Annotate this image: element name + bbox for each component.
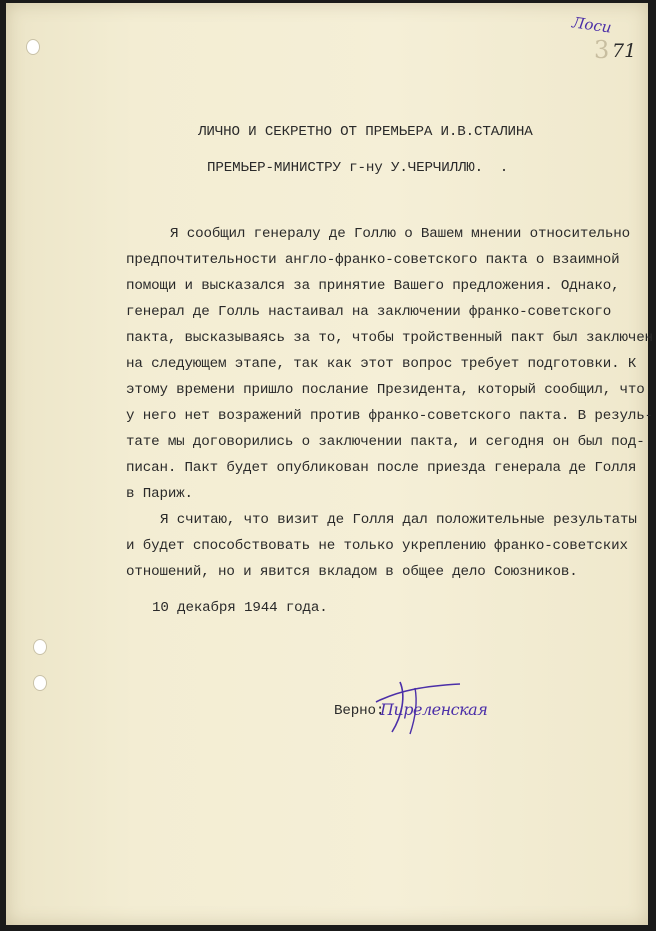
signature-flourish [370,676,510,746]
punch-hole [26,39,40,55]
body-line: Я сообщил генералу де Голлю о Вашем мнении относительно [170,226,631,242]
body-line: и будет способствовать не только укреплению франко-советских [126,538,628,554]
header-line-2: ПРЕМЬЕР-МИНИСТРУ г-ну У.ЧЕРЧИЛЛЮ. . [207,160,509,176]
body-line: писан. Пакт будет опубликован после приезда генерала де Голля [126,460,637,476]
faint-page-number: 3 [594,36,610,64]
punch-hole [33,675,47,691]
punch-hole [33,639,47,655]
body-line: предпочтительности англо-франко-советского пакта о взаимной [126,252,620,268]
body-line: в Париж. [126,486,193,502]
body-line: этому времени пришло послание Президента, который сообщил, что [126,382,645,398]
handwritten-note: Лоси [570,13,613,37]
page-number: 71 [612,40,637,62]
header-line-1: ЛИЧНО И СЕКРЕТНО ОТ ПРЕМЬЕРА И.В.СТАЛИНА [198,124,533,140]
body-line: Я считаю, что визит де Голля дал положительные результаты [160,512,637,528]
certification-label: Верно: [334,703,385,719]
signature: Пиреленская [380,700,488,719]
body-line: у него нет возражений против франко-советского пакта. В резуль- [126,408,653,424]
body-line: пакта, высказываясь за то, чтобы тройственный пакт был заключен [126,330,653,346]
body-line: тате мы договорились о заключении пакта, и сегодня он был под- [126,434,645,450]
document-date: 10 декабря 1944 года. [152,600,328,616]
body-line: отношений, но и явится вкладом в общее дело Союзников. [126,564,578,580]
body-line: помощи и высказался за принятие Вашего предложения. Однако, [126,278,620,294]
body-line: генерал де Голль настаивал на заключении франко-советского [126,304,612,320]
body-line: на следующем этапе, так как этот вопрос требует подготовки. К [126,356,637,372]
